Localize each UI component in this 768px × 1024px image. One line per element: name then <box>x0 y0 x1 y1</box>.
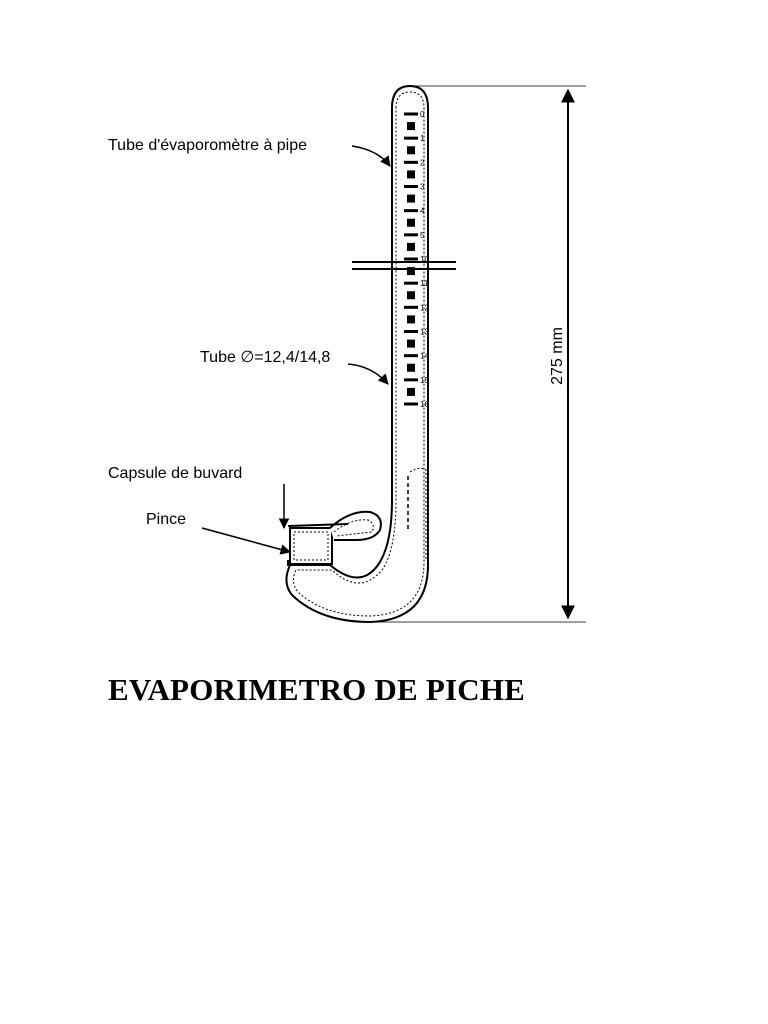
clamp-label: Pince <box>146 511 187 528</box>
scale-tick <box>404 258 418 261</box>
scale-tick-label: 1 <box>420 134 425 144</box>
clamp-arrow <box>202 528 290 552</box>
scale-minor-mark <box>407 315 415 323</box>
scale-tick-label: 3 <box>420 182 425 192</box>
scale-minor-mark <box>407 122 415 130</box>
scale-minor-mark <box>407 364 415 372</box>
clamp <box>290 512 381 564</box>
scale-tick <box>404 161 418 164</box>
tube-name-arrow <box>352 146 390 166</box>
scale-tick <box>404 185 418 188</box>
scale-tick <box>404 330 418 333</box>
tube-name-label: Tube d'évaporomètre à pipe <box>108 137 308 154</box>
scale-tick <box>404 233 418 236</box>
scale-minor-mark <box>407 146 415 154</box>
scale-tick-label: 4 <box>420 206 425 216</box>
scale-tick-label: 11 <box>420 279 429 289</box>
scale-tick-label: 10 <box>420 255 429 264</box>
scale-minor-mark <box>407 388 415 396</box>
scale-tick <box>404 137 418 140</box>
scale-minor-mark <box>407 219 415 227</box>
scale-tick-label: 16 <box>420 400 429 409</box>
scale-tick-label: 12 <box>420 303 429 313</box>
scale-tick <box>404 378 418 381</box>
scale-minor-mark <box>407 170 415 178</box>
scale-minor-mark <box>407 243 415 251</box>
scale-tick <box>404 209 418 212</box>
scale-tick-label: 5 <box>420 230 425 240</box>
scale-tick <box>404 306 418 309</box>
scale-tick <box>404 282 418 285</box>
tube-diameter-label: Tube ∅=12,4/14,8 <box>200 349 331 366</box>
scale-tick-label: 0 <box>420 110 425 119</box>
height-label: 275 mm <box>549 327 566 385</box>
scale-minor-mark <box>407 195 415 203</box>
scale-tick-label: 15 <box>420 375 429 385</box>
scale-minor-mark <box>407 340 415 348</box>
scale-tick <box>404 354 418 357</box>
scale-tick-label: 2 <box>420 158 425 168</box>
scale-tick <box>404 403 418 406</box>
scale-tick-label: 13 <box>420 327 429 337</box>
scale-minor-mark <box>407 291 415 299</box>
tube-diameter-arrow <box>348 364 388 384</box>
scale-tick <box>404 113 418 116</box>
capsule-label: Capsule de buvard <box>108 465 243 482</box>
page-title: EVAPORIMETRO DE PICHE <box>108 672 526 707</box>
scale-tick-label: 14 <box>420 351 429 361</box>
